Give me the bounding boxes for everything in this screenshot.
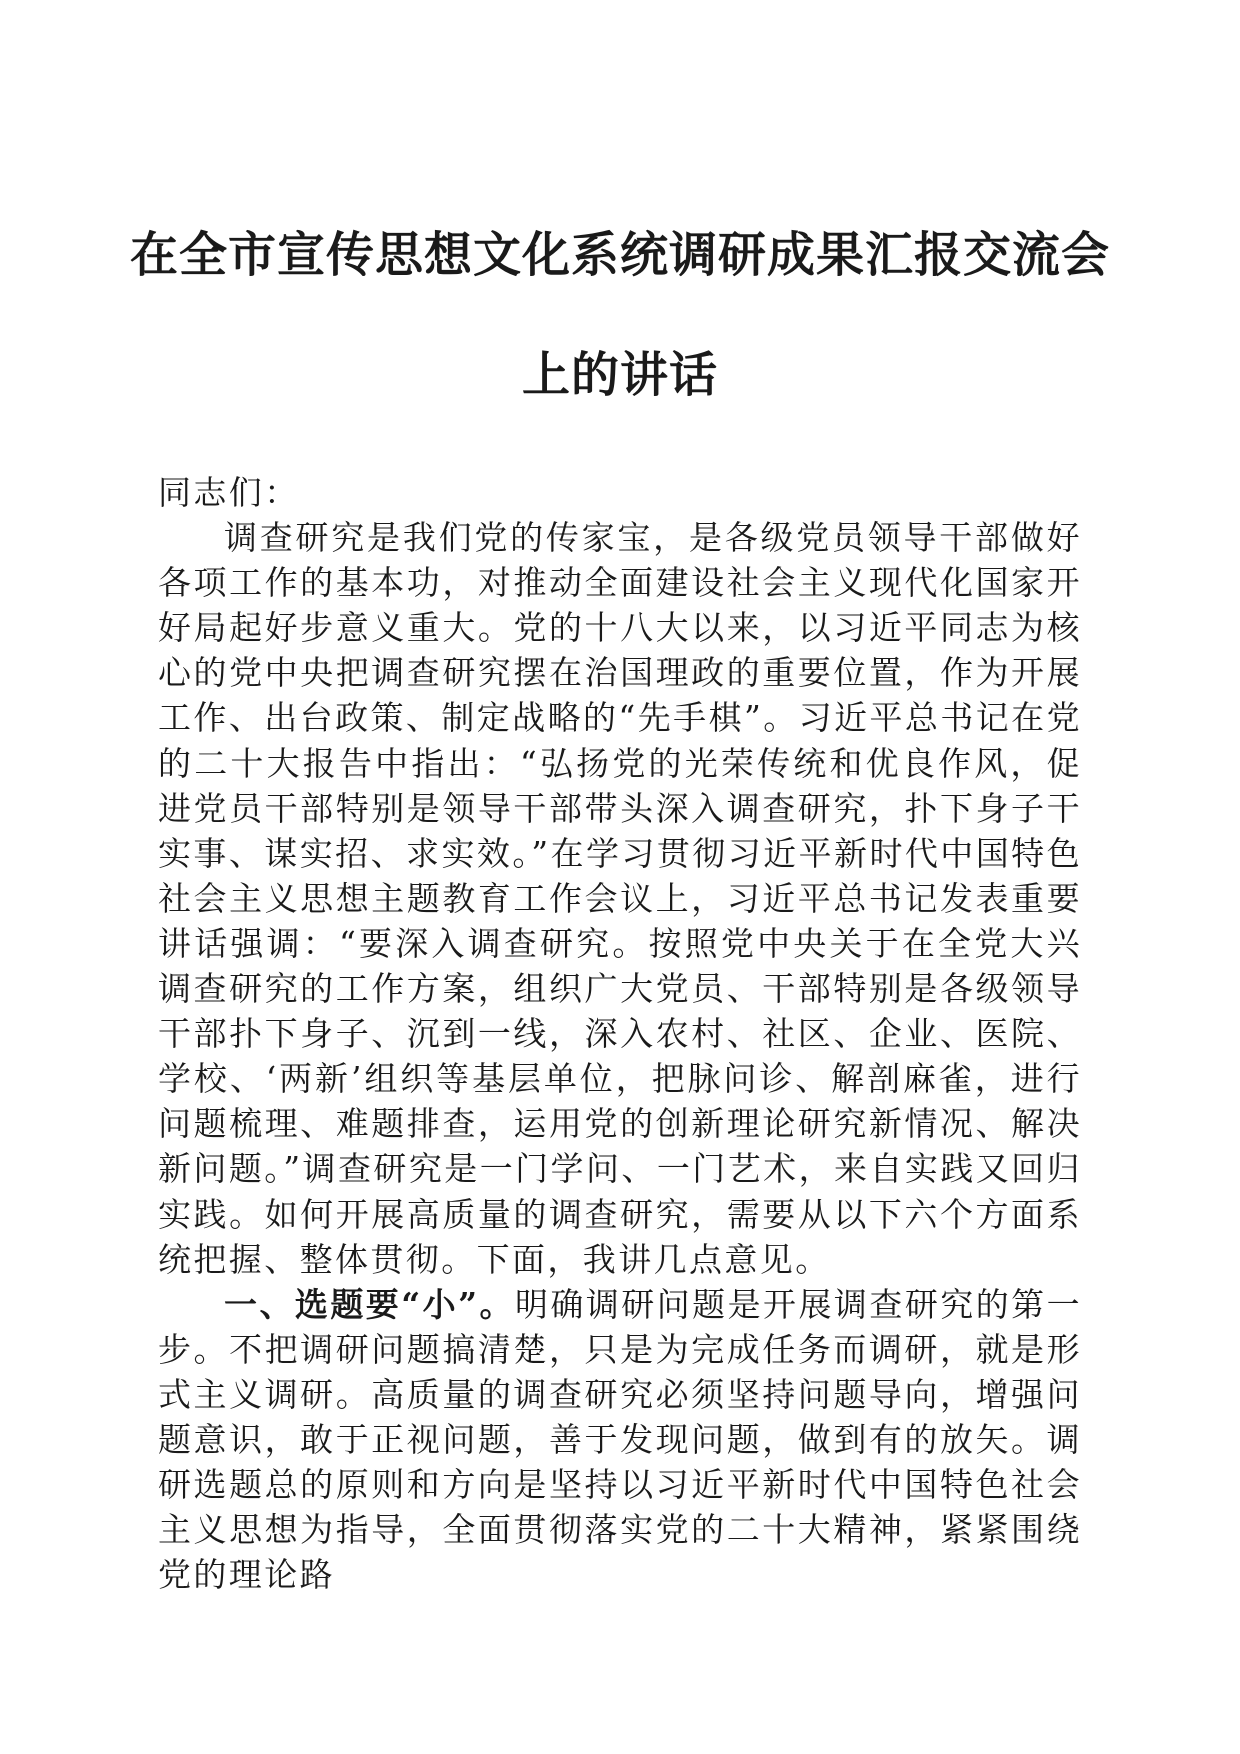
section-1-heading: 一、选题要“小”。 (224, 1284, 515, 1324)
document-title-line-2: 上的讲话 (521, 347, 718, 403)
paragraph-intro: 调查研究是我们党的传家宝，是各级党员领导干部做好各项工作的基本功，对推动全面建设社会主义现代化国家开好局起好步意义重大。党的十八大以来，以习近平同志为核心的党中央把调查研究摆在治国理政的重要位置，作为开展工作、出台政策、制定战略的“先手棋”。习近平总书记在党的二十大报告中指出：“弘扬党的光荣传统和优良作风，促进党员干部特别是领导干部带头深入调查研究，扑下身子干实事、谋实招、求实效。”在学习贯彻习近平新时代中国特色社会主义思想主题教育工作会议上，习近平总书记发表重要讲话强调：“要深入调查研究。按照党中央关于在全党大兴调查研究的工作方案，组织广大党员、干部特别是各级领导干部扑下身子、沉到一线，深入农村、社区、企业、医院、学校、‘两新’组织等基层单位，把脉问诊、解剖麻雀，进行问题梳理、难题排查，运用党的创新理论研究新情况、解决新问题。”调查研究是一门学问、一门艺术，来自实践又回归实践。如何开展高质量的调查研究，需要从以下六个方面系统把握、整体贯彻。下面，我讲几点意见。 (158, 518, 1082, 1279)
salutation: 同志们： (158, 473, 300, 512)
paragraph-section-1 (158, 1282, 1082, 1598)
document-title-line-1: 在全市宣传思想文化系统调研成果汇报交流会 (130, 227, 1111, 283)
section-1-body: 明确调研问题是开展调查研究的第一步。不把调研问题搞清楚，只是为完成任务而调研，就是形式主义调研。高质量的调查研究必须坚持问题导向，增强问题意识，敢于正视问题，善于发现问题，做到有的放矢。调研选题总的原则和方向是坚持以习近平新时代中国特色社会主义思想为指导，全面贯彻落实党的二十大精神，紧紧围绕党的理论路 (158, 1284, 1082, 1595)
document-body (158, 470, 1082, 1597)
